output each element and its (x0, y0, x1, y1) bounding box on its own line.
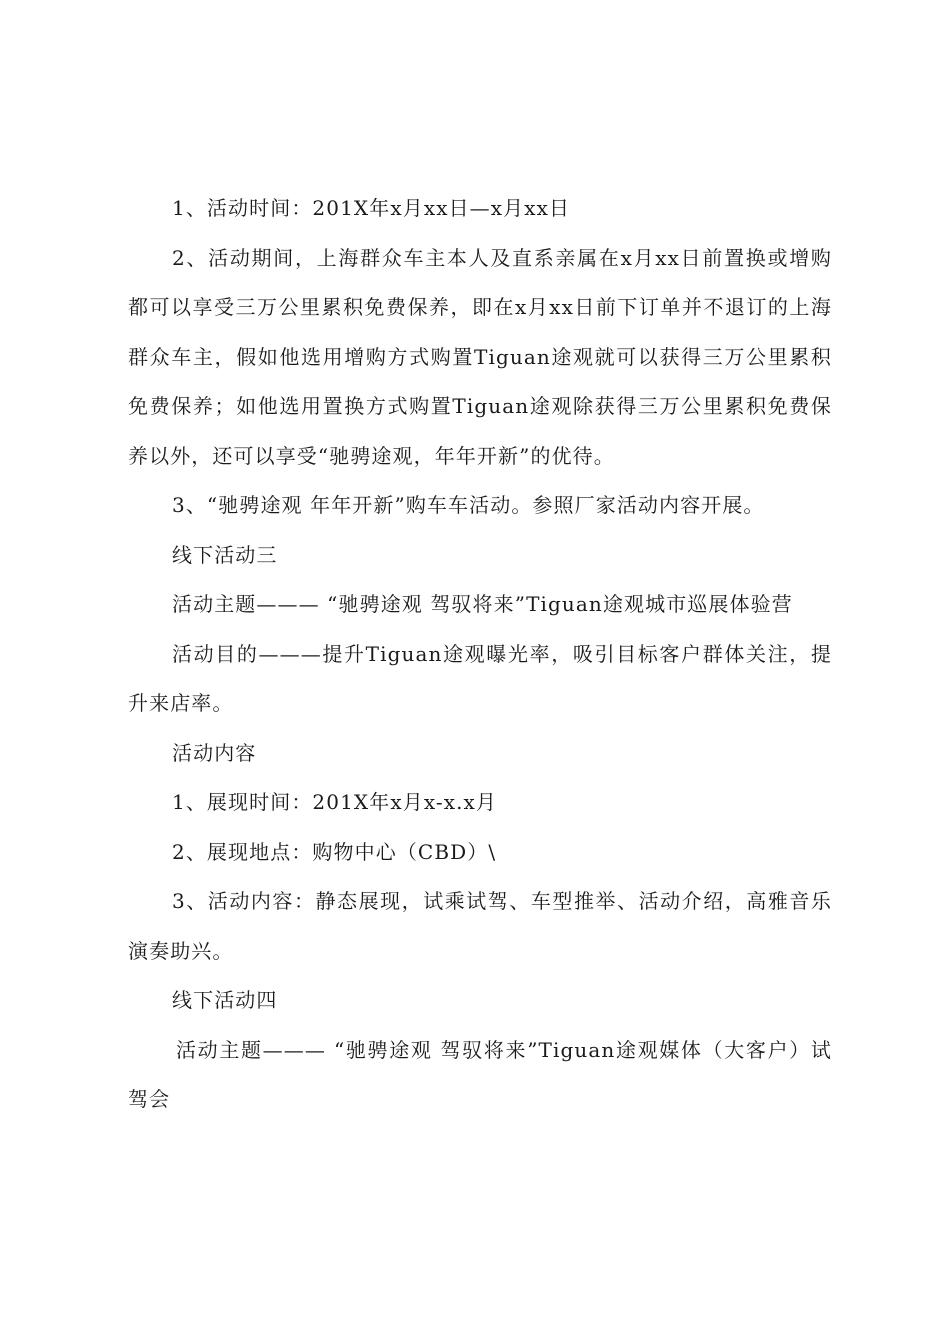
offline-activity-three-heading: 线下活动三 (172, 542, 278, 567)
activity-period-item: 2、活动期间，上海群众车主本人及直系亲属在x月xx日前置换或增购都可以享受三万公里累积免费保养，即在x月xx日前下订单并不退订的上海群众车主，假如他选用增购方式购置Tiguan途观就可以获得三万公里累积免费保养；如他选用置换方式购置Tiguan途观除获得三万公里累积免费保养以外，还可以享受“驰骋途观，年年开新”的优待。 (128, 245, 832, 468)
document-body (128, 184, 832, 1125)
exhibition-time-item: 1、展现时间：201X年x月x-x.x月 (172, 790, 498, 814)
activity-theme-three: 活动主题——— “驰骋途观 驾驭将来”Tiguan途观城市巡展体验营 (172, 592, 793, 616)
activity-content-heading: 活动内容 (172, 740, 257, 765)
activity-content-item: 3、活动内容：静态展现，试乘试驾、车型推举、活动介绍，高雅音乐演奏助兴。 (128, 889, 832, 963)
activity-time-item: 1、活动时间：201X年x月xx日—x月xx日 (172, 196, 571, 220)
activity-purpose: 活动目的———提升Tiguan途观曝光率，吸引目标客户群体关注，提升来店率。 (128, 641, 832, 715)
purchase-activity-item: 3、“驰骋途观 年年开新”购车车活动。参照厂家活动内容开展。 (172, 493, 765, 517)
exhibition-location-item: 2、展现地点：购物中心（CBD）\ (172, 839, 497, 864)
offline-activity-four-heading: 线下活动四 (172, 988, 278, 1012)
activity-theme-four: 活动主题——— “驰骋途观 驾驭将来”Tiguan途观媒体（大客户）试驾会 (128, 1037, 832, 1111)
